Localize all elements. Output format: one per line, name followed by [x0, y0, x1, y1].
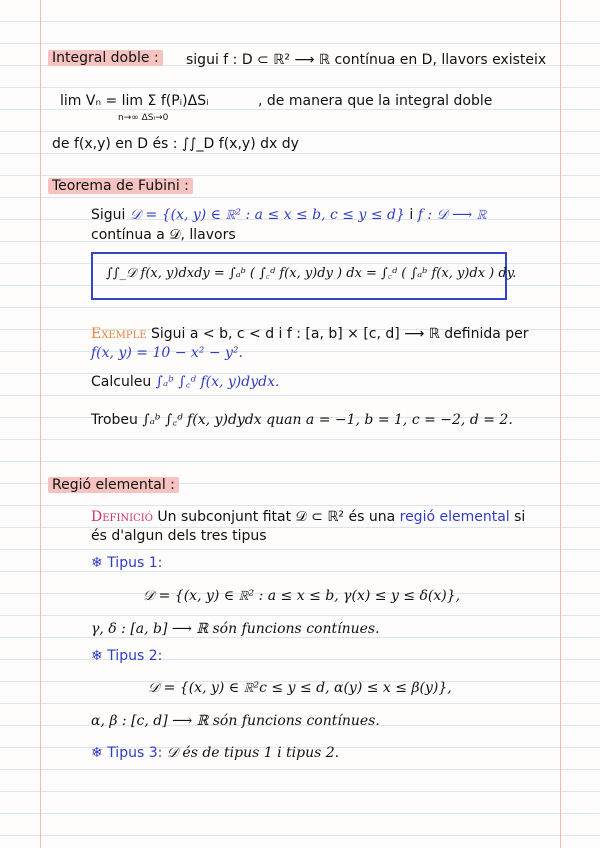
exemple-line1: [91, 326, 529, 342]
tipus2-formula: 𝒟 = {(x, y) ∈ ℝ²c ≤ y ≤ d, α(y) ≤ x ≤ β(y)},: [148, 680, 452, 696]
fubini-heading: [48, 178, 193, 194]
definicio-label: Definició: [91, 509, 153, 525]
integral-doble-heading: [48, 50, 163, 66]
fubini-statement-a: Sigui: [91, 207, 130, 223]
trobeu-expr: ∫ₐᵇ ∫꜀ᵈ f(x, y)dydx quan a = −1, b = 1, c = −2, d = 2.: [142, 412, 513, 428]
tipus2-label: Tipus 2:: [107, 648, 163, 664]
snowflake-icon: ❄: [91, 555, 103, 571]
tipus3-row: [91, 745, 339, 761]
calculeu-label: Calculeu: [91, 374, 152, 390]
snowflake-icon: ❄: [91, 745, 103, 761]
fubini-fn: f : 𝒟 ⟶ ℝ: [417, 207, 487, 223]
tipus1-label: Tipus 1:: [107, 555, 163, 571]
definicio-text1b: si: [509, 509, 526, 525]
regio-heading: [48, 477, 179, 493]
definicio-line1: [91, 509, 525, 525]
integral-line1: sigui f : D ⊂ ℝ² ⟶ ℝ contínua en D, llavors existeix: [186, 52, 547, 68]
fubini-formula: ∫∫_𝒟 f(x, y)dxdy = ∫ₐᵇ ( ∫꜀ᵈ f(x, y)dy ) dx = ∫꜀ᵈ ( ∫ₐᵇ f(x, y)dx ) dy.: [106, 266, 517, 281]
tipus1-label-row: [91, 555, 162, 571]
tipus2-note: α, β : [c, d] ⟶ ℝ són funcions contínues.: [91, 713, 380, 729]
exemple-text2: f(x, y) = 10 − x² − y².: [91, 345, 243, 361]
calculeu-expr: ∫ₐᵇ ∫꜀ᵈ f(x, y)dydx.: [155, 374, 280, 390]
regio-heading-text: Regió elemental :: [48, 477, 179, 493]
integral-heading-text: Integral doble :: [48, 50, 163, 66]
regio-elemental-term: regió elemental: [399, 509, 510, 525]
snowflake-icon: ❄: [91, 648, 103, 664]
trobeu-line: [91, 410, 513, 429]
fubini-set: 𝒟 = {(x, y) ∈ ℝ² : a ≤ x ≤ b, c ≤ y ≤ d}: [129, 207, 405, 223]
definicio-text1a: Un subconjunt fitat 𝒟 ⊂ ℝ² és una: [157, 509, 400, 525]
right-margin-line: [560, 0, 561, 848]
fubini-heading-text: Teorema de Fubini :: [48, 178, 193, 194]
fubini-statement: [91, 207, 487, 223]
integral-line2-lim: lim Vₙ = lim Σ f(Pᵢ)ΔSᵢ: [60, 93, 209, 109]
tipus2-label-row: [91, 648, 162, 664]
tipus1-formula: 𝒟 = {(x, y) ∈ ℝ² : a ≤ x ≤ b, γ(x) ≤ y ≤ δ(x)},: [143, 588, 461, 604]
integral-line3: de f(x,y) en D és : ∫∫_D f(x,y) dx dy: [52, 136, 299, 152]
definicio-text2: és d'algun dels tres tipus: [91, 528, 267, 544]
fubini-statement-c: contínua a 𝒟, llavors: [91, 227, 236, 243]
tipus3-label: Tipus 3:: [107, 745, 163, 761]
fubini-statement-b: i: [404, 207, 418, 223]
integral-line2-rest: , de manera que la integral doble: [258, 93, 493, 109]
trobeu-label: Trobeu: [91, 412, 138, 428]
integral-line2-sub: n→∞ ΔSᵢ→0: [118, 113, 169, 123]
left-margin-line: [40, 0, 41, 848]
tipus3-text: 𝒟 és de tipus 1 i tipus 2.: [166, 745, 340, 761]
calculeu-line: [91, 372, 279, 391]
exemple-text1: Sigui a < b, c < d i f : [a, b] × [c, d] ⟶ ℝ definida per: [151, 326, 529, 342]
exemple-label: Exemple: [91, 326, 147, 342]
tipus1-note: γ, δ : [a, b] ⟶ ℝ són funcions contínues.: [91, 621, 380, 637]
